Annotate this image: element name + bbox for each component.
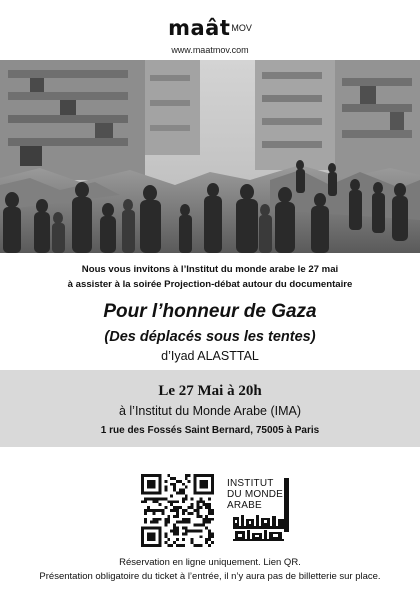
footer-line-1: Réservation en ligne uniquement. Lien QR. (119, 557, 301, 568)
ima-logo (227, 478, 297, 548)
film-subtitle: (Des déplacés sous les tentes) (104, 329, 316, 345)
ima-name-line-3: ARABE (227, 500, 262, 511)
film-director: d’Iyad ALASTTAL (161, 349, 259, 363)
reservation-qr-code[interactable] (141, 474, 214, 547)
event-date: Le 27 Mai à 20h (158, 383, 262, 399)
invitation-text (0, 262, 420, 292)
ima-arabic-logotype (231, 513, 287, 543)
ima-name-line-2: DU MONDE (227, 489, 284, 500)
event-address: 1 rue des Fossés Saint Bernard, 75005 à Paris (100, 425, 320, 436)
logo-main-text: maât (168, 16, 231, 40)
ima-name-line-1: INSTITUT (227, 478, 274, 489)
event-venue: à l’Institut du Monde Arabe (IMA) (118, 404, 302, 418)
film-title: Pour l’honneur de Gaza (103, 301, 317, 322)
footer-line-2: Présentation obligatoire du ticket à l’entrée, il n’y aura pas de billetterie sur place. (39, 571, 381, 582)
invitation-line-1: Nous vous invitons à l’Institut du monde arabe le 27 mai (81, 264, 339, 275)
footer-notice (0, 556, 420, 584)
website-url[interactable]: www.maatmov.com (171, 45, 249, 55)
event-info-band (0, 370, 420, 447)
logo-sub-text: MOV (231, 23, 252, 33)
gaza-street-photo (0, 60, 420, 253)
maatmov-logo (0, 16, 420, 42)
ima-logo-text (227, 478, 283, 511)
invitation-line-2: à assister à la soirée Projection-débat autour du documentaire (67, 279, 353, 290)
